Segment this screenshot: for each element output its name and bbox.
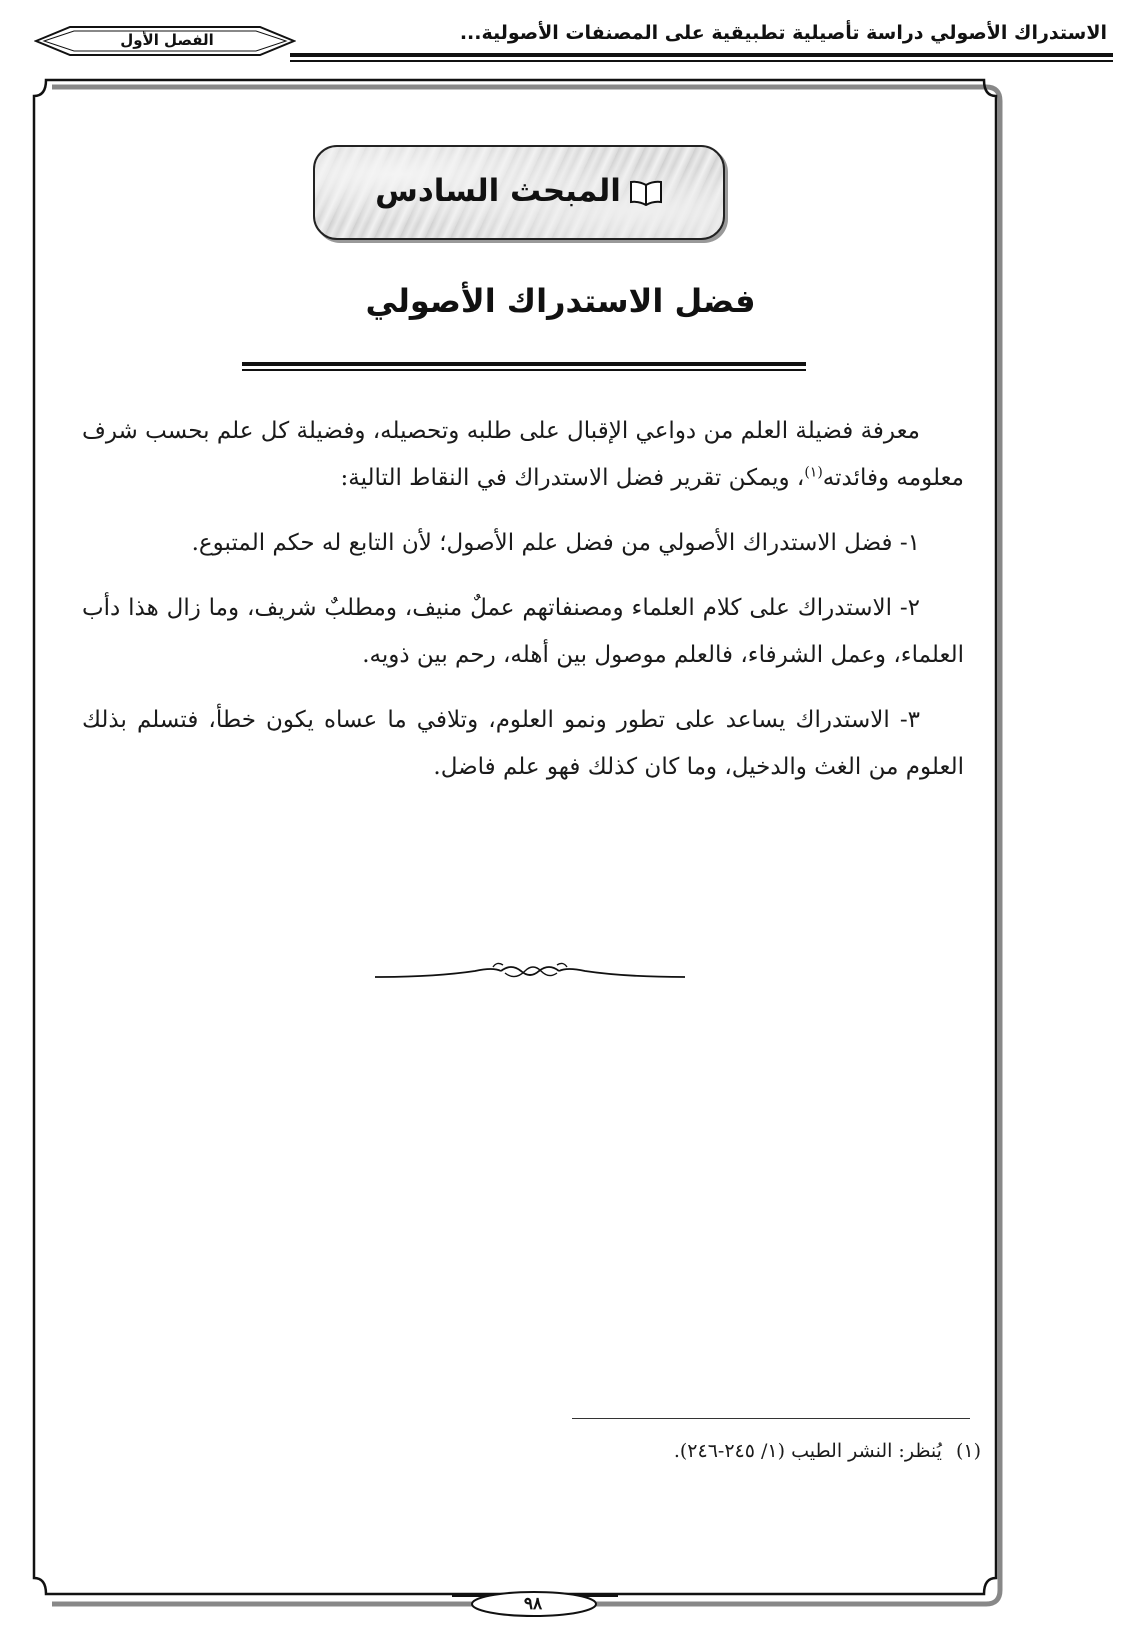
section-subtitle: فضل الاستدراك الأصولي [365, 282, 756, 320]
footnote [674, 1440, 981, 1462]
section-heading [315, 173, 723, 209]
section-heading-text: المبحث السادس [375, 173, 621, 209]
section-heading-box [313, 145, 725, 240]
body-text [82, 408, 964, 809]
subtitle-rule [242, 362, 806, 366]
chapter-label: الفصل الأول [120, 31, 214, 49]
intro-paragraph [82, 408, 964, 502]
intro-text: معرفة فضيلة العلم من دواعي الإقبال على طلبه وتحصيله، وفضيلة كل علم بحسب شرف معلومه وفائدته [82, 418, 964, 491]
point-1: ١- فضل الاستدراك الأصولي من فضل علم الأصول؛ لأن التابع له حكم المتبوع. [191, 530, 920, 556]
page-number: ٩٨ [523, 1594, 543, 1614]
open-book-icon [629, 180, 663, 206]
footnote-text: يُنظر: النشر الطيب (١/ ٢٤٥-٢٤٦). [673, 1440, 942, 1462]
point-3: ٣- الاستدراك يساعد على تطور ونمو العلوم، وتلافي ما عساه يكون خطأ، فتسلم بذلك العلوم من الغث والدخيل، وما كان كذلك فهو علم فاضل. [82, 707, 964, 780]
intro-text-cont: ، ويمكن تقرير فضل الاستدراك في النقاط التالية: [340, 465, 805, 491]
section-end-ornament [375, 955, 685, 995]
running-title: الاستدراك الأصولي دراسة تأصيلية تطبيقية على المصنفات الأصولية... [459, 22, 1107, 44]
point-2: ٢- الاستدراك على كلام العلماء ومصنفاتهم عملٌ منيف، ومطلبٌ شريف، وما زال هذا دأب العلماء، وعمل الشرفاء، فالعلم موصول بين أهله، رحم بين ذويه. [82, 595, 964, 668]
footnote-separator [572, 1418, 970, 1419]
footnote-reference[interactable]: (١) [804, 464, 823, 481]
footnote-number: (١) [955, 1440, 981, 1462]
subtitle-rule-thin [242, 369, 806, 371]
